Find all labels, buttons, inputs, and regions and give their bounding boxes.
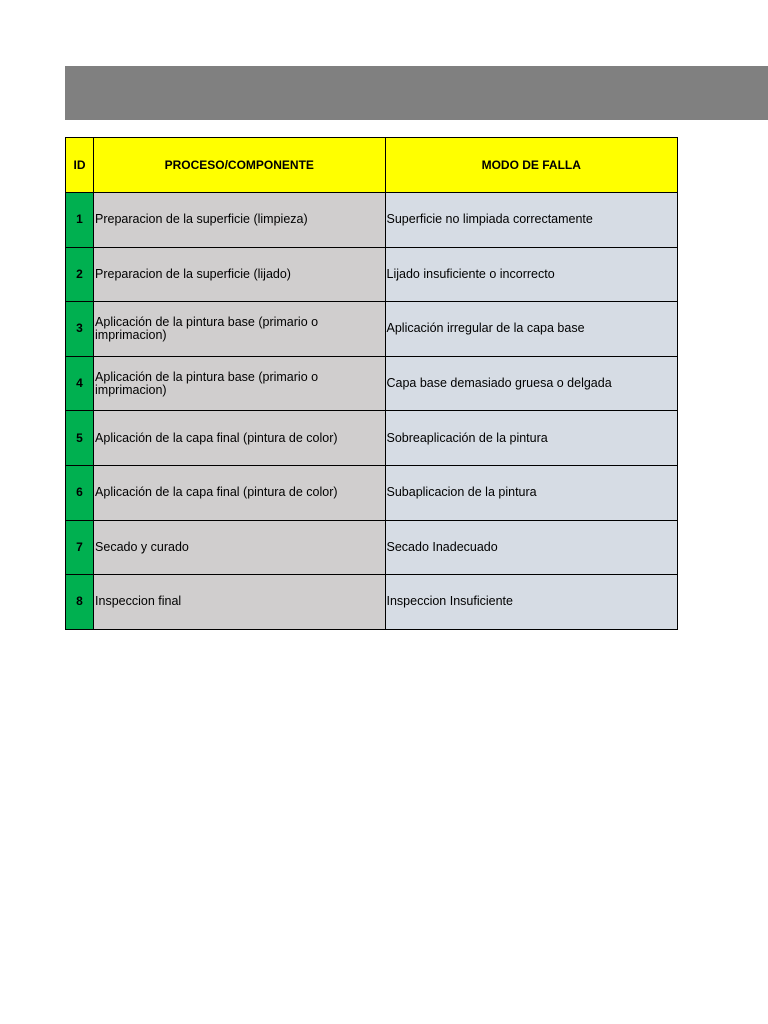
table-row	[66, 575, 678, 630]
process-cell[interactable]: Aplicación de la capa final (pintura de color)	[94, 465, 385, 520]
fmea-table	[65, 137, 678, 630]
failure-mode-cell[interactable]: Superficie no limpiada correctamente	[385, 193, 678, 248]
row-id-cell[interactable]: 1	[66, 193, 94, 248]
process-cell[interactable]: Aplicación de la pintura base (primario o imprimacion)	[94, 302, 385, 357]
table-row	[66, 411, 678, 466]
failure-mode-cell[interactable]: Subaplicacion de la pintura	[385, 465, 678, 520]
row-id-cell[interactable]: 6	[66, 465, 94, 520]
failure-mode-cell[interactable]: Sobreaplicación de la pintura	[385, 411, 678, 466]
process-column-header[interactable]: PROCESO/COMPONENTE	[94, 138, 385, 193]
header-row	[66, 138, 678, 193]
failure-mode-cell[interactable]: Aplicación irregular de la capa base	[385, 302, 678, 357]
row-id-cell[interactable]: 4	[66, 356, 94, 411]
row-id-cell[interactable]: 2	[66, 247, 94, 302]
process-cell[interactable]: Aplicación de la pintura base (primario o imprimacion)	[94, 356, 385, 411]
failure-mode-cell[interactable]: Secado Inadecuado	[385, 520, 678, 575]
table-row	[66, 247, 678, 302]
table-row	[66, 193, 678, 248]
row-id-cell[interactable]: 8	[66, 575, 94, 630]
process-cell[interactable]: Preparacion de la superficie (lijado)	[94, 247, 385, 302]
row-id-cell[interactable]: 5	[66, 411, 94, 466]
row-id-cell[interactable]: 3	[66, 302, 94, 357]
process-cell[interactable]: Aplicación de la capa final (pintura de color)	[94, 411, 385, 466]
failure-mode-cell[interactable]: Lijado insuficiente o incorrecto	[385, 247, 678, 302]
id-column-header[interactable]: ID	[66, 138, 94, 193]
row-id-cell[interactable]: 7	[66, 520, 94, 575]
failure-mode-column-header[interactable]: MODO DE FALLA	[385, 138, 678, 193]
failure-mode-cell[interactable]: Inspeccion Insuficiente	[385, 575, 678, 630]
process-cell[interactable]: Inspeccion final	[94, 575, 385, 630]
process-cell[interactable]: Preparacion de la superficie (limpieza)	[94, 193, 385, 248]
table-row	[66, 520, 678, 575]
table-row	[66, 465, 678, 520]
table-row	[66, 302, 678, 357]
table-row	[66, 356, 678, 411]
title-band	[65, 66, 768, 120]
failure-mode-cell[interactable]: Capa base demasiado gruesa o delgada	[385, 356, 678, 411]
process-cell[interactable]: Secado y curado	[94, 520, 385, 575]
